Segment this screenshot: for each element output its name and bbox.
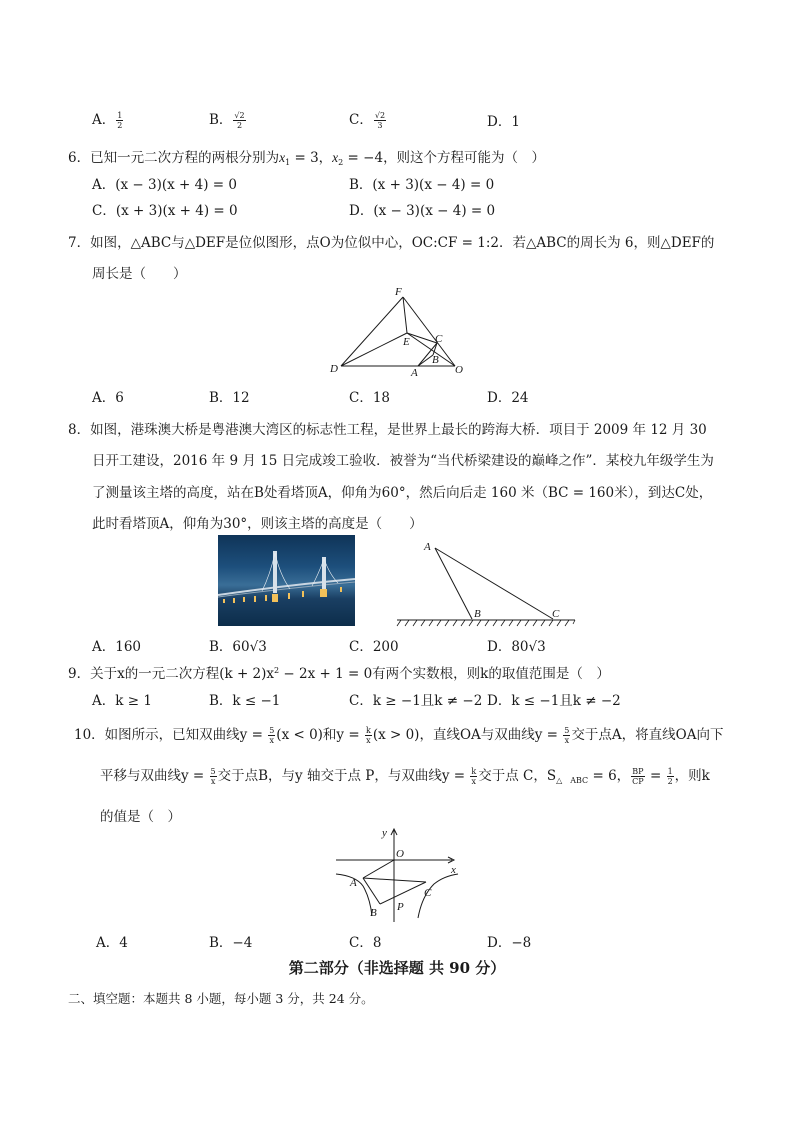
- q10-option-b: B．−4: [209, 935, 253, 951]
- label-c: C: [435, 333, 443, 345]
- q6-option-a: A．(x − 3)(x + 4) = 0: [92, 177, 237, 193]
- q10-option-c: C．8: [349, 935, 382, 951]
- label-d: D: [330, 363, 338, 375]
- part2-title: 第二部分（非选择题 共 90 分）: [288, 959, 506, 977]
- line-de: [341, 333, 407, 366]
- q10-stem-line1: 10．如图所示，已知双曲线y = $\frac{5}{x}$ (x < 0)和y = $\frac{k}{x}$ (x > 0)，直线OA与双曲线y = $\frac{5}{x}$ 交于点A，将直线OA向下: [74, 726, 724, 745]
- q8-option-c: C．200: [349, 639, 399, 655]
- q10-stem-line2: 平移与双曲线y = $\frac{5}{x}$ 交于点B，与y 轴交于点 P，与双曲线y = $\frac{k}{x}$ 交于点 C，$S_{\triangle ABC} = 6$， $\frac{BP}{CP}$ = $\frac{1}{2}$ ，则k: [100, 767, 710, 786]
- q8-stem-line2: 日开工建设，2016 年 9 月 15 日完成竣工验收．被誉为“当代桥梁建设的巅峰之作”．某校九年级学生为: [92, 453, 714, 469]
- bridge-photo: [218, 535, 355, 626]
- line-ec: [407, 333, 437, 343]
- q9-option-c: C．k ≥ −1且k ≠ −2: [349, 693, 483, 709]
- q7-option-b: B．12: [209, 390, 250, 406]
- q9-stem: 9．关于x的一元二次方程$(k + 2)x^2 - 2x + 1 = 0$有两个实数根，则k的取值范围是（ ）: [68, 666, 610, 682]
- q10-option-a: A．4: [96, 935, 128, 951]
- label-c: C: [424, 887, 432, 899]
- label-o: O: [396, 848, 404, 860]
- q10-stem-line3: 的值是（ ）: [100, 809, 181, 825]
- q9-option-a: A．k ≥ 1: [92, 693, 152, 709]
- label-x: x: [451, 864, 456, 876]
- q9-option-d: D．k ≤ −1且k ≠ −2: [487, 693, 621, 709]
- q7-stem-line1: 7．如图，△ABC与△DEF是位似图形，点O为位似中心，OC:CF = 1:2．若△ABC的周长为 6，则△DEF的: [68, 235, 715, 251]
- q6-stem: 6．已知一元二次方程的两根分别为$x_1 = 3$，$x_2 = -4$，则这个方程可能为（ ）: [68, 150, 546, 167]
- label-b: B: [370, 907, 377, 919]
- q5-option-b: B． $\frac{√2}{2}$: [209, 111, 245, 130]
- line-oa: [363, 860, 394, 878]
- line-df: [341, 297, 403, 366]
- q6-option-c: C．(x + 3)(x + 4) = 0: [92, 203, 238, 219]
- label-a: A: [350, 877, 357, 889]
- q9-option-b: B．k ≤ −1: [209, 693, 281, 709]
- q8-option-b: B．60√3: [209, 639, 267, 655]
- q10-figure: [330, 826, 465, 926]
- q6-option-b: B．(x + 3)(x − 4) = 0: [349, 177, 495, 193]
- q7-option-a: A．6: [92, 390, 124, 406]
- q10-option-d: D．−8: [487, 935, 532, 951]
- q8-figure: [395, 535, 580, 630]
- q8-stem-line3: 了测量该主塔的高度，站在B处看塔顶A，仰角为60°，然后向后走 160 米（BC = 160米），到达C处，: [92, 485, 713, 501]
- q8-stem-line1: 8．如图，港珠澳大桥是粤港澳大湾区的标志性工程，是世界上最长的跨海大桥．项目于 2009 年 12 月 30: [68, 422, 707, 438]
- q5-option-c: C． $\frac{√2}{3}$: [349, 111, 386, 130]
- label-c: C: [552, 608, 560, 620]
- q7-option-d: D．24: [487, 390, 529, 406]
- q8-stem-line4: 此时看塔顶A，仰角为30°，则该主塔的高度是（ ）: [92, 516, 423, 532]
- part2-section-heading: 二、填空题：本题共 8 小题，每小题 3 分，共 24 分。: [68, 991, 374, 1006]
- ground-hatch: [397, 620, 575, 626]
- label-a: A: [424, 541, 431, 553]
- label-b: B: [474, 608, 481, 620]
- label-f: F: [395, 286, 402, 298]
- label-a: A: [411, 367, 418, 378]
- label-b: B: [432, 354, 439, 366]
- label-o: O: [455, 364, 463, 376]
- q7-stem-line2: 周长是（ ）: [92, 266, 187, 282]
- label-p: P: [397, 901, 404, 913]
- q8-option-a: A．160: [92, 639, 142, 655]
- line-fe: [403, 297, 407, 333]
- label-e: E: [403, 336, 410, 348]
- q5-option-a: A． $\frac{1}{2}$: [92, 111, 123, 130]
- line-fo: [403, 297, 455, 366]
- q5-option-d: D．1: [487, 114, 520, 130]
- label-y: y: [382, 827, 387, 839]
- q8-option-d: D．80√3: [487, 639, 546, 655]
- line-ac: [435, 548, 553, 619]
- q6-option-d: D．(x − 3)(x − 4) = 0: [349, 203, 496, 219]
- q7-option-c: C．18: [349, 390, 391, 406]
- q7-figure: [325, 283, 475, 378]
